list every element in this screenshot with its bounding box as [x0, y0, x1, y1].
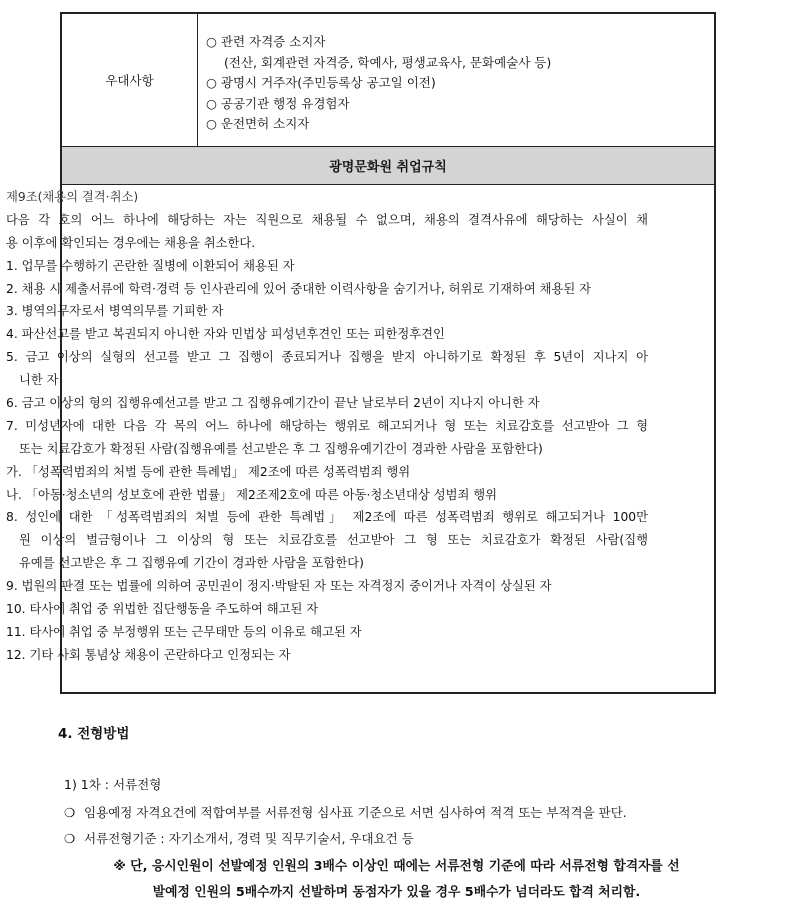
circle-bullet-icon: ❍	[64, 831, 76, 846]
rule-item-continuation: 니한 자	[19, 373, 59, 388]
rule-item-continuation: 유예를 선고받은 후 그 집행유예 기간이 경과한 사람을 포함한다)	[19, 556, 364, 571]
employment-rules	[6, 186, 648, 667]
rule-item: 3. 병역의무자로서 병역의무를 기피한 자	[6, 304, 224, 319]
rule-article-title: 제9조(채용의 결격·취소)	[6, 190, 139, 204]
bullet-item	[64, 829, 414, 847]
note-line: ※ 단, 응시인원이 선발예정 인원의 3배수 이상인 때에는 서류전형 기준에 따라 서류전형 합격자를 선	[113, 859, 680, 874]
rule-item: 5. 금고 이상의 실형의 선고를 받고 그 집행이 종료되거나 집행을 받지 아니하기로 확정된 후 5년이 지나지 아	[6, 350, 648, 365]
bullet-item	[64, 803, 627, 821]
rule-item: 1. 업무를 수행하기 곤란한 질병에 이환되어 채용된 자	[6, 258, 295, 273]
preferences-label: 우대사항	[62, 14, 198, 146]
preference-item: ○ 공공기관 행정 유경험자	[206, 95, 350, 111]
rule-subitem: 가. 「성폭력범죄의 처벌 등에 관한 특례법」 제2조에 따른 성폭력범죄 행위	[6, 464, 411, 479]
preference-item: ○ 운전면허 소지자	[206, 116, 310, 131]
rule-item: 7. 미성년자에 대한 다음 각 목의 어느 하나에 해당하는 행위로 해고되거나 형 또는 치료감호를 선고받아 그 형	[6, 418, 648, 433]
preference-item-detail: (전산, 회계관련 자격증, 학예사, 평생교육사, 문화예술사 등)	[224, 54, 552, 70]
rule-text: 용 이후에 확인되는 경우에는 채용을 취소한다.	[6, 235, 256, 250]
bullet-text: 임용예정 자격요건에 적합여부를 서류전형 심사표 기준으로 서면 심사하여 적격 또는 부적격을 판단.	[84, 805, 627, 820]
preferences-row	[62, 14, 714, 147]
rule-item: 9. 법원의 판결 또는 법률에 의하여 공민권이 정지·박탈된 자 또는 자격정지 중이거나 자격이 상실된 자	[6, 579, 552, 594]
preference-item: ○ 관련 자격증 소지자	[206, 34, 326, 49]
rule-item: 6. 금고 이상의 형의 집행유예선고를 받고 그 집행유예기간이 끝난 날로부터 2년이 지나지 아니한 자	[6, 396, 540, 411]
rule-item: 8. 성인에 대한 「성폭력범죄의 처벌 등에 관한 특례법」 제2조에 따른 성폭력범죄 행위로 해고되거나 100만	[6, 510, 648, 525]
rule-item: 12. 기타 사회 통념상 채용이 곤란하다고 인정되는 자	[6, 647, 291, 662]
preference-item: ○ 광명시 거주자(주민등록상 공고일 이전)	[206, 75, 436, 90]
rule-text: 다음 각 호의 어느 하나에 해당하는 자는 직원으로 채용될 수 없으며, 채용의 결격사유에 해당하는 사실이 채	[6, 212, 648, 227]
bullet-text: 서류전형기준 : 자기소개서, 경력 및 직무기술서, 우대요건 등	[84, 831, 414, 846]
rule-item-continuation: 원 이상의 벌금형이나 그 이상의 형 또는 치료감호를 선고받아 그 형 또는 치료감호가 확정된 사람(집행	[19, 533, 648, 548]
section-title: 4. 전형방법	[58, 726, 130, 742]
circle-bullet-icon: ❍	[64, 805, 76, 820]
rule-subitem: 나. 「아동·청소년의 성보호에 관한 법률」 제2조제2호에 따른 아동·청소년대상 성범죄 행위	[6, 487, 498, 502]
stage-heading: 1) 1차 : 서류전형	[64, 777, 162, 792]
rule-item: 11. 타사에 취업 중 부정행위 또는 근무태만 등의 이유로 해고된 자	[6, 624, 362, 639]
preferences-list	[206, 32, 551, 135]
note-line: 발예정 인원의 5배수까지 선발하며 동점자가 있을 경우 5배수가 넘더라도 합격 처리함.	[152, 885, 641, 900]
rule-item-continuation: 또는 치료감호가 확정된 사람(집행유예를 선고받은 후 그 집행유예기간이 경과한 사람을 포함한다)	[19, 441, 543, 456]
rule-item: 4. 파산선고를 받고 복권되지 아니한 자와 민법상 피성년후견인 또는 피한정후견인	[6, 327, 445, 342]
rules-header: 광명문화원 취업규칙	[62, 147, 714, 185]
rule-item: 10. 타사에 취업 중 위법한 집단행동을 주도하여 해고된 자	[6, 602, 319, 617]
rule-item: 2. 채용 시 제출서류에 학력·경력 등 인사관리에 있어 중대한 이력사항을 숨기거나, 허위로 기재하여 채용된 자	[6, 281, 592, 296]
